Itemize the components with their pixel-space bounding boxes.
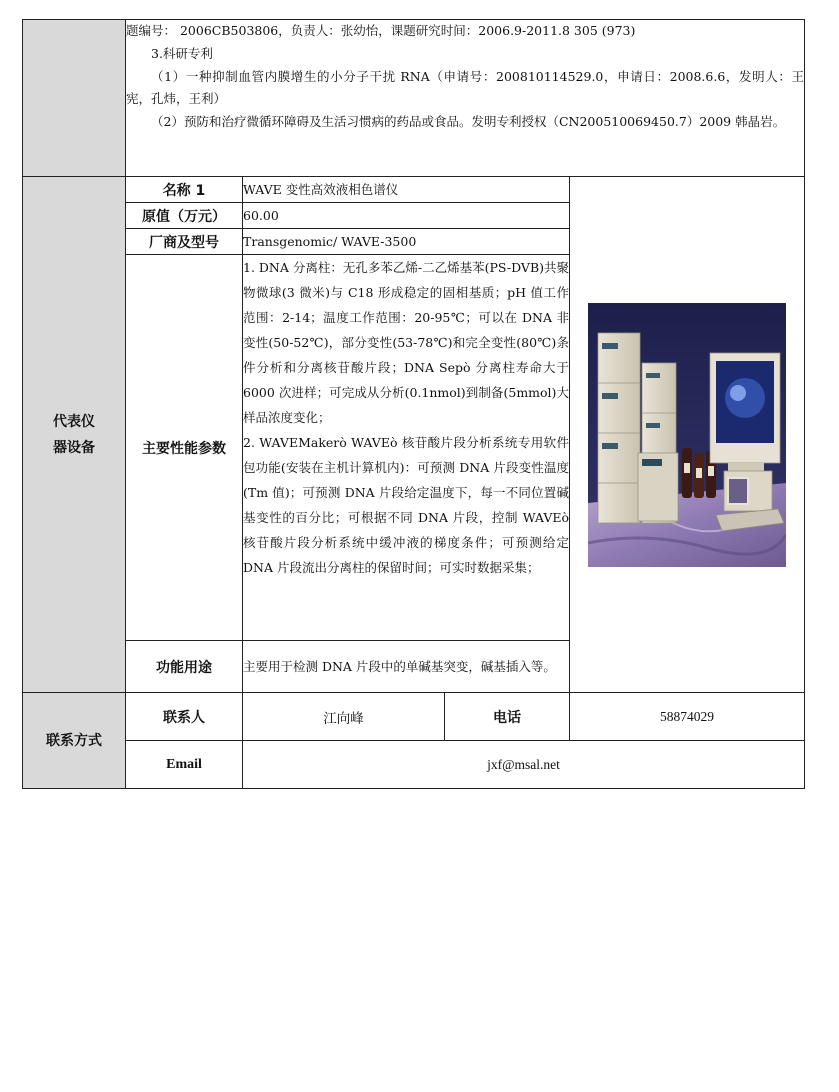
params-label: 主要性能参数 xyxy=(126,255,243,641)
params-paragraph-2: 2. WAVEMakerò WAVEò 核苷酸片段分析系统专用软件包功能(安装在主机计算机内)：可预测 DNA 片段变性温度(Tm 值)；可预测 DNA 片段给定温度下，每一不同位置碱基变性的百分比；可根据不同 DNA 片段，控制 WAVEò 核苷酸片段分析系统中缓冲液的梯度条件；可预测给定 DNA 片段流出分离柱的保留时间；可实时数据采集； xyxy=(243,435,569,575)
params-value xyxy=(243,255,570,641)
function-label: 功能用途 xyxy=(126,641,243,693)
phone-value: 58874029 xyxy=(570,693,805,741)
contact-section-label: 联系方式 xyxy=(23,693,126,789)
instrument-photo xyxy=(588,303,786,567)
name-label: 名称 1 xyxy=(126,177,243,203)
phone-label: 电话 xyxy=(445,693,570,741)
equipment-photo-cell xyxy=(570,177,805,693)
price-value: 60.00 xyxy=(243,203,570,229)
contact-person-value: 江向峰 xyxy=(243,693,445,741)
patent-item-2: （2）预防和治疗微循环障碍及生活习惯病的药品或食品。发明专利授权（CN200510069450.7）2009 韩晶岩。 xyxy=(151,114,786,130)
function-value: 主要用于检测 DNA 片段中的单碱基突变，碱基插入等。 xyxy=(243,641,570,693)
maker-label: 厂商及型号 xyxy=(126,229,243,255)
name-value: WAVE 变性高效液相色谱仪 xyxy=(243,177,570,203)
patent-item-1: （1）一种抑制血管内膜增生的小分子干扰 RNA（申请号：200810114529.0，申请日：2008.6.6，发明人：王宪，孔炜，王利） xyxy=(126,68,805,107)
info-table xyxy=(22,19,805,789)
params-paragraph-1: 1. DNA 分离柱：无孔多苯乙烯-二乙烯基苯(PS-DVB)共聚物微球(3 微米)与 C18 形成稳定的固相基质；pH 值工作范围：2-14；温度工作范围：20-95℃；可以在 DNA 非变性(50-52℃)，部分变性(53-78℃)和完全变性(80℃)条件分析和分离核苷酸片段；DNA Sepò 分离柱寿命大于 6000 次进样；可完成从分析(0.1nmol)到制备(5mmol)大样品浓度变化； xyxy=(243,260,570,425)
patents-heading: 3.科研专利 xyxy=(151,45,213,61)
email-value[interactable]: jxf@msal.net xyxy=(243,741,805,789)
contact-person-label: 联系人 xyxy=(126,693,243,741)
maker-value: Transgenomic/ WAVE-3500 xyxy=(243,229,570,255)
project-number-line: 题编号： 2006CB503806，负责人：张幼怡，课题研究时间：2006.9-2011.8 305 (973) xyxy=(126,23,636,38)
price-label: 原值（万元） xyxy=(126,203,243,229)
email-label: Email xyxy=(126,741,243,789)
equipment-section-label: 代表仪器设备 xyxy=(23,177,126,693)
left-label-cell-empty xyxy=(23,20,126,177)
research-text-cell xyxy=(126,20,805,177)
